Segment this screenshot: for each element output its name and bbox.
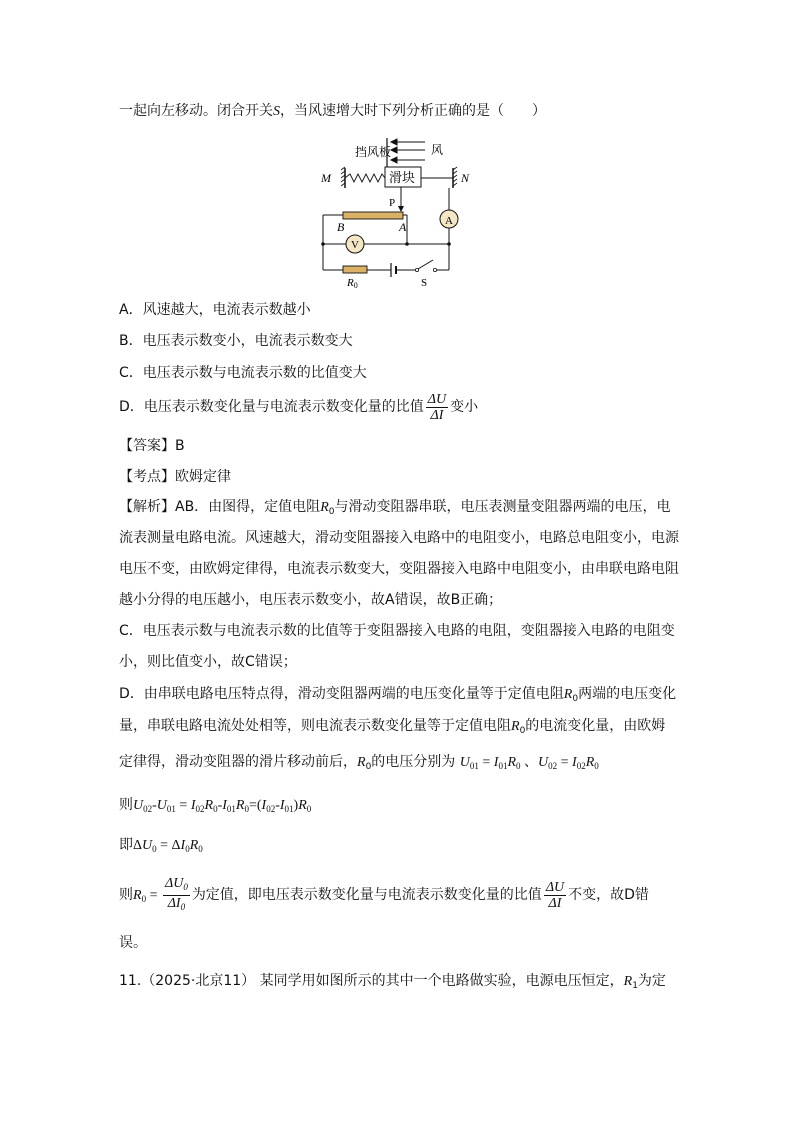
- analysis-d-3: 定律得，滑动变阻器的滑片移动前后，$R_0$的电压分别为 $U_{01} = I_{01}R_0$ 、$U_{02} = I_{02}R_0$: [119, 754, 599, 772]
- fraction-du0-di0: $\frac{\Delta U_0}{\Delta I_0}$: [164, 875, 188, 912]
- option-a: A．风速越大，电流表示数越小: [119, 302, 311, 318]
- wind-label: 风: [431, 143, 444, 157]
- switch-symbol: S: [273, 104, 280, 119]
- label-B: B: [337, 220, 345, 234]
- slider-label: 滑块: [389, 170, 416, 185]
- circuit-diagram: [315, 136, 470, 290]
- label-P: P: [389, 197, 396, 209]
- fraction-du-di: $\frac{\Delta U}{\Delta I}$: [427, 391, 447, 423]
- analysis-c-2: 小，则比值变小，故C错误；: [119, 654, 297, 670]
- answer-value: B: [175, 438, 185, 454]
- question-stem: 一起向左移动。闭合开关S，当风速增大时下列分析正确的是（ ）: [119, 103, 546, 119]
- analysis-d-2: 量，串联电路电流处处相等，则电流表示数变化量等于定值电阻$R_0$的电流变化量，由欧姆: [119, 718, 666, 736]
- label-M: M: [321, 171, 331, 185]
- equation-r0: 则$R_0$ = $\frac{\Delta U_0}{\Delta I_0}$ 为定值，即电压表示数变化量与电流表示数变化量的比值 $\frac{\Delta U}{\Delta I}$ 不变，故D错: [119, 875, 649, 919]
- label-N: N: [461, 171, 470, 185]
- board-label: 挡风板: [355, 145, 392, 159]
- option-d: D．电压表示数变化量与电流表示数变化量的比值 $\frac{\Delta U}{\Delta I}$ 变小: [119, 391, 479, 423]
- label-switch: S: [421, 277, 428, 289]
- analysis-ab-3: 电压不变，由欧姆定律得，电流表示数变大，变阻器接入电路中电阻变小，由串联电路电阻: [119, 561, 679, 577]
- label-R0: R0: [347, 277, 358, 290]
- equation-difference: 则$U_{02}-U_{01} = I_{02}R_0-I_{01}R_0=(I_{02}-I_{01})R_0$: [119, 797, 312, 814]
- label-A: A: [399, 220, 407, 234]
- option-b: B．电压表示数变小，电流表示数变大: [119, 333, 353, 349]
- analysis-end: 误。: [119, 935, 147, 951]
- question-11: 11.（2025·北京11） 某同学用如图所示的其中一个电路做实验，电源电压恒定，$R_1$为定: [119, 973, 666, 991]
- analysis-ab-4: 越小分得的电压越小，电压表示数变小，故A错误，故B正确；: [119, 592, 503, 608]
- analysis-ab-2: 流表测量电路电流。风速越大，滑动变阻器接入电路中的电阻变小，电路总电阻变小，电源: [119, 530, 679, 546]
- analysis-d-1: D．由串联电路电压特点得，滑动变阻器两端的电压变化量等于定值电阻$R_0$两端的电压变化: [119, 686, 677, 704]
- fraction-du-di-2: $\frac{\Delta U}{\Delta I}$: [545, 879, 565, 911]
- ammeter-label: A: [445, 215, 453, 227]
- analysis-c-1: C．电压表示数与电流表示数的比值等于变阻器接入电路的电阻，变阻器接入电路的电阻变: [119, 623, 675, 639]
- knowledge-point-line: 【考点】欧姆定律: [119, 469, 231, 485]
- voltage-equations: $U_{01} = I_{01}R_0$ 、$U_{02} = I_{02}R_0$: [459, 755, 599, 771]
- equation-delta: 即$\Delta U_0 = \Delta I_0R_0$: [119, 837, 203, 854]
- answer-line: 【答案】B: [119, 438, 185, 454]
- option-c: C．电压表示数与电流表示数的比值变大: [119, 365, 367, 381]
- voltmeter-label: V: [351, 239, 359, 251]
- analysis-ab-1: 【解析】AB．由图得，定值电阻$R_0$与滑动变阻器串联，电压表测量变阻器两端的电压，电: [119, 499, 671, 517]
